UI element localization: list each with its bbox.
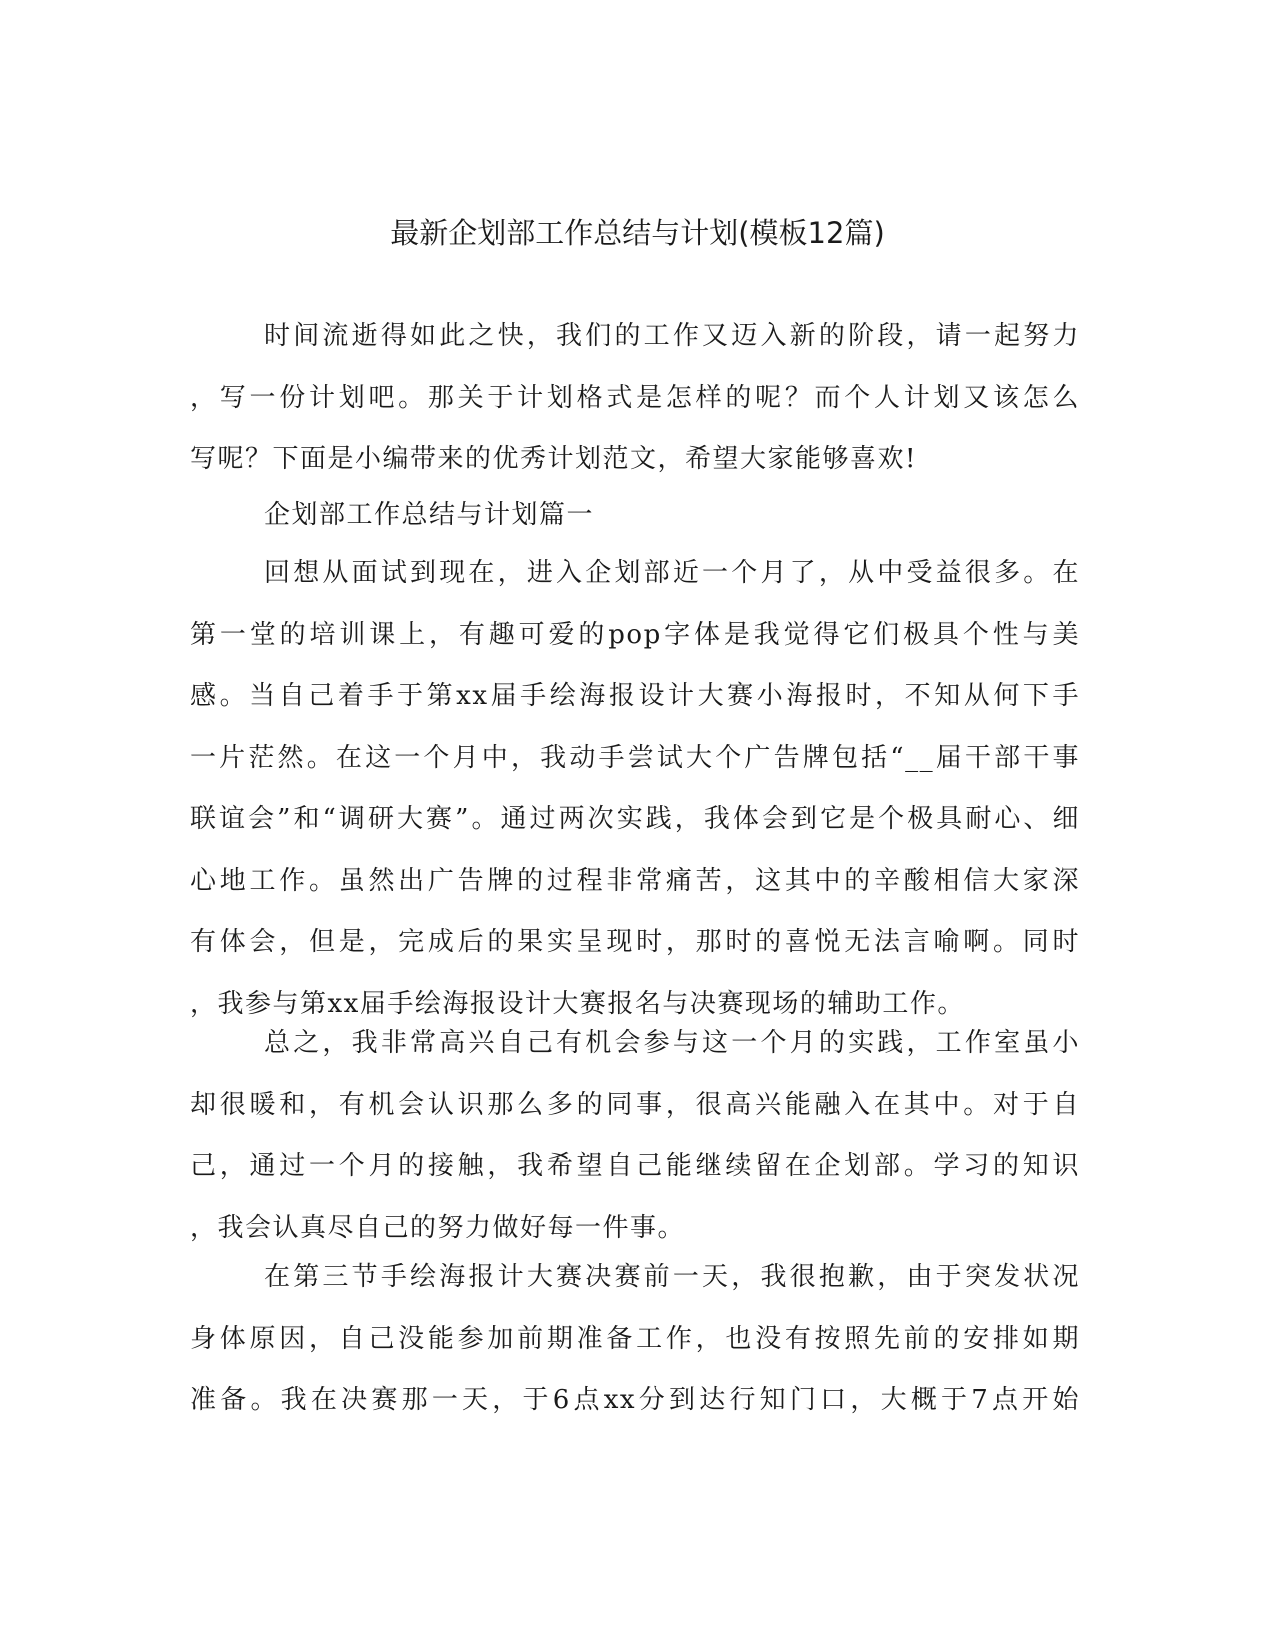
text-line: 回想从面试到现在，进入企划部近一个月了，从中受益很多。在 [264, 558, 1080, 588]
intro-paragraph [190, 306, 1080, 491]
text-line: 企划部工作总结与计划篇一 [264, 500, 595, 530]
text-line: 准备。我在决赛那一天，于6点xx分到达行知门口，大概于7点开始 [190, 1385, 1080, 1415]
text-line: 一片茫然。在这一个月中，我动手尝试大个广告牌包括“__届干部干事 [190, 742, 1080, 773]
section-heading [190, 485, 1080, 547]
text-line: 写呢？下面是小编带来的优秀计划范文，希望大家能够喜欢! [190, 444, 917, 474]
text-line: 却很暖和，有机会认识那么多的同事，很高兴能融入在其中。对于自 [190, 1089, 1080, 1120]
body-paragraph [190, 543, 1080, 1035]
text-line: 时间流逝得如此之快，我们的工作又迈入新的阶段，请一起努力 [264, 321, 1080, 351]
body-paragraph [190, 1013, 1080, 1259]
text-line: 第一堂的培训课上，有趣可爱的pop字体是我觉得它们极具个性与美 [190, 619, 1080, 650]
text-line: ，写一份计划吧。那关于计划格式是怎样的呢？而个人计划又该怎么 [190, 382, 1080, 413]
text-line: ，我参与第xx届手绘海报设计大赛报名与决赛现场的辅助工作。 [190, 988, 965, 1019]
text-line: 己，通过一个月的接触，我希望自己能继续留在企划部。学习的知识 [190, 1151, 1080, 1181]
text-line: 有体会，但是，完成后的果实呈现时，那时的喜悦无法言喻啊。同时 [190, 927, 1080, 957]
document-title: 最新企划部工作总结与计划(模板12篇) [390, 216, 885, 250]
text-line: 总之，我非常高兴自己有机会参与这一个月的实践，工作室虽小 [264, 1028, 1080, 1058]
text-line: ，我会认真尽自己的努力做好每一件事。 [190, 1212, 686, 1243]
text-line: 联谊会”和“调研大赛”。通过两次实践，我体会到它是个极具耐心、细 [190, 804, 1080, 834]
text-line: 心地工作。虽然出广告牌的过程非常痛苦，这其中的辛酸相信大家深 [190, 865, 1080, 896]
body-paragraph [190, 1247, 1080, 1432]
text-line: 在第三节手绘海报计大赛决赛前一天，我很抱歉，由于突发状况 [264, 1262, 1080, 1292]
text-line: 身体原因，自己没能参加前期准备工作，也没有按照先前的安排如期 [190, 1323, 1080, 1354]
text-line: 感。当自己着手于第xx届手绘海报设计大赛小海报时，不知从何下手 [190, 681, 1080, 711]
